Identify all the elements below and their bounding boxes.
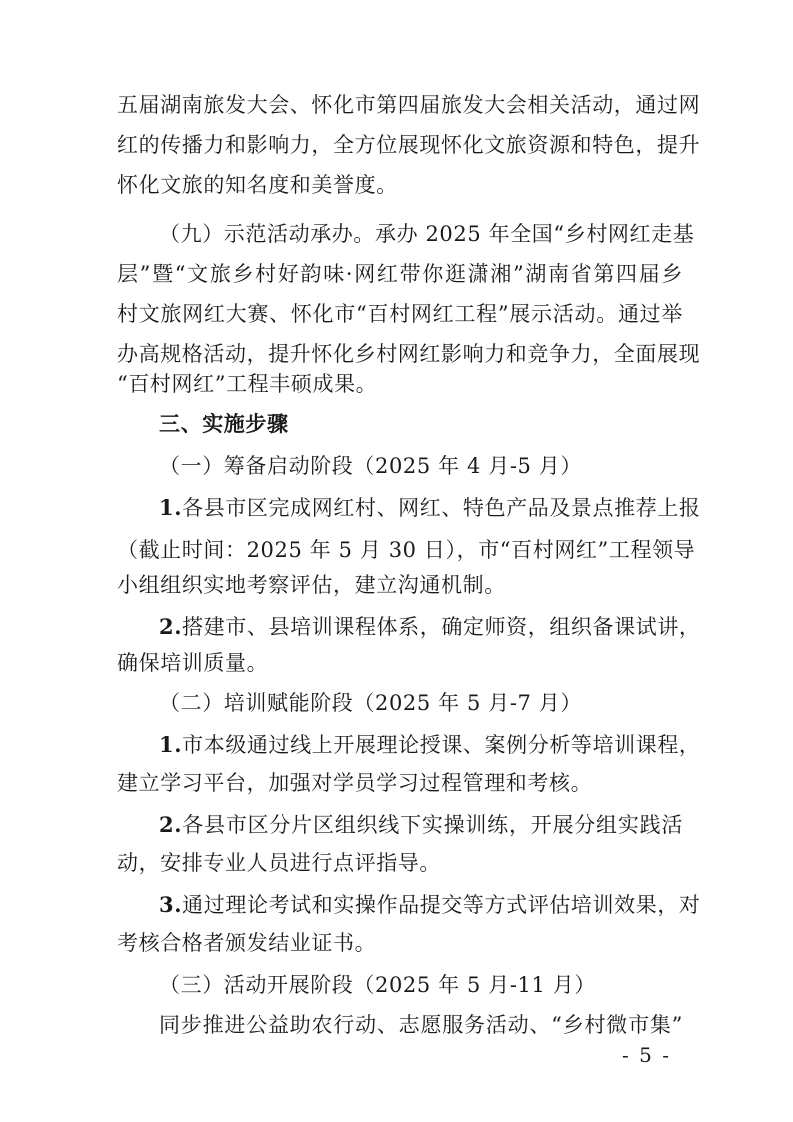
stage-heading: （一）筹备启动阶段（2025 年 4 月-5 月） bbox=[159, 454, 582, 478]
paragraph-line: 小组组织实地考察评估，建立沟通机制。 bbox=[117, 573, 506, 597]
paragraph-line: 村文旅网红大赛、怀化市“百村网红工程”展示活动。通过举 bbox=[117, 302, 683, 326]
item-number: 1. bbox=[159, 495, 183, 520]
item-number: 3. bbox=[159, 892, 183, 917]
section-heading: 三、实施步骤 bbox=[159, 412, 289, 436]
paragraph-line: 考核合格者颁发结业证书。 bbox=[117, 931, 377, 955]
paragraph-line: 办高规格活动，提升怀化乡村网红影响力和竞争力，全面展现 bbox=[117, 342, 701, 366]
paragraph-line: 红的传播力和影响力，全方位展现怀化文旅资源和特色，提升 bbox=[117, 133, 701, 157]
item-number: 1. bbox=[159, 732, 183, 757]
list-item bbox=[117, 805, 683, 845]
list-item bbox=[117, 885, 701, 925]
paragraph-line: 建立学习平台，加强对学员学习过程管理和考核。 bbox=[117, 771, 593, 795]
item-text: 各县市区分片区组织线下实操训练，开展分组实践活 bbox=[182, 813, 683, 837]
list-item bbox=[117, 725, 701, 765]
item-text: 市本级通过线上开展理论授课、案例分析等培训课程， bbox=[182, 733, 701, 757]
paragraph-line: 层”暨“文旅乡村好韵味·网红带你逛潇湘”湖南省第四届乡 bbox=[117, 262, 683, 286]
paragraph-line: 动，安排专业人员进行点评指导。 bbox=[117, 851, 441, 875]
item-number: 2. bbox=[159, 812, 183, 837]
paragraph-line: （九）示范活动承办。承办 2025 年全国“乡村网红走基 bbox=[159, 222, 695, 246]
item-text: 搭建市、县培训课程体系，确定师资，组织备课试讲， bbox=[182, 615, 701, 639]
stage-heading: （三）活动开展阶段（2025 年 5 月-11 月） bbox=[159, 973, 596, 997]
item-text: 通过理论考试和实操作品提交等方式评估培训效果，对 bbox=[182, 893, 701, 917]
item-number: 2. bbox=[159, 614, 183, 639]
paragraph-line: 五届湖南旅发大会、怀化市第四届旅发大会相关活动，通过网 bbox=[117, 93, 701, 117]
list-item bbox=[117, 488, 701, 528]
paragraph-line: （截止时间：2025 年 5 月 30 日），市“百村网红”工程领导 bbox=[117, 538, 696, 562]
item-text: 各县市区完成网红村、网红、特色产品及景点推荐上报 bbox=[182, 496, 701, 520]
page-number: - 5 - bbox=[622, 1043, 671, 1067]
stage-heading: （二）培训赋能阶段（2025 年 5 月-7 月） bbox=[159, 691, 582, 715]
paragraph-line: 同步推进公益助农行动、志愿服务活动、“乡村微市集” bbox=[159, 1013, 683, 1037]
paragraph-line: 确保培训质量。 bbox=[117, 651, 269, 675]
paragraph-line: 怀化文旅的知名度和美誉度。 bbox=[117, 173, 398, 197]
paragraph-line: “百村网红”工程丰硕成果。 bbox=[117, 372, 378, 396]
list-item bbox=[117, 607, 701, 647]
